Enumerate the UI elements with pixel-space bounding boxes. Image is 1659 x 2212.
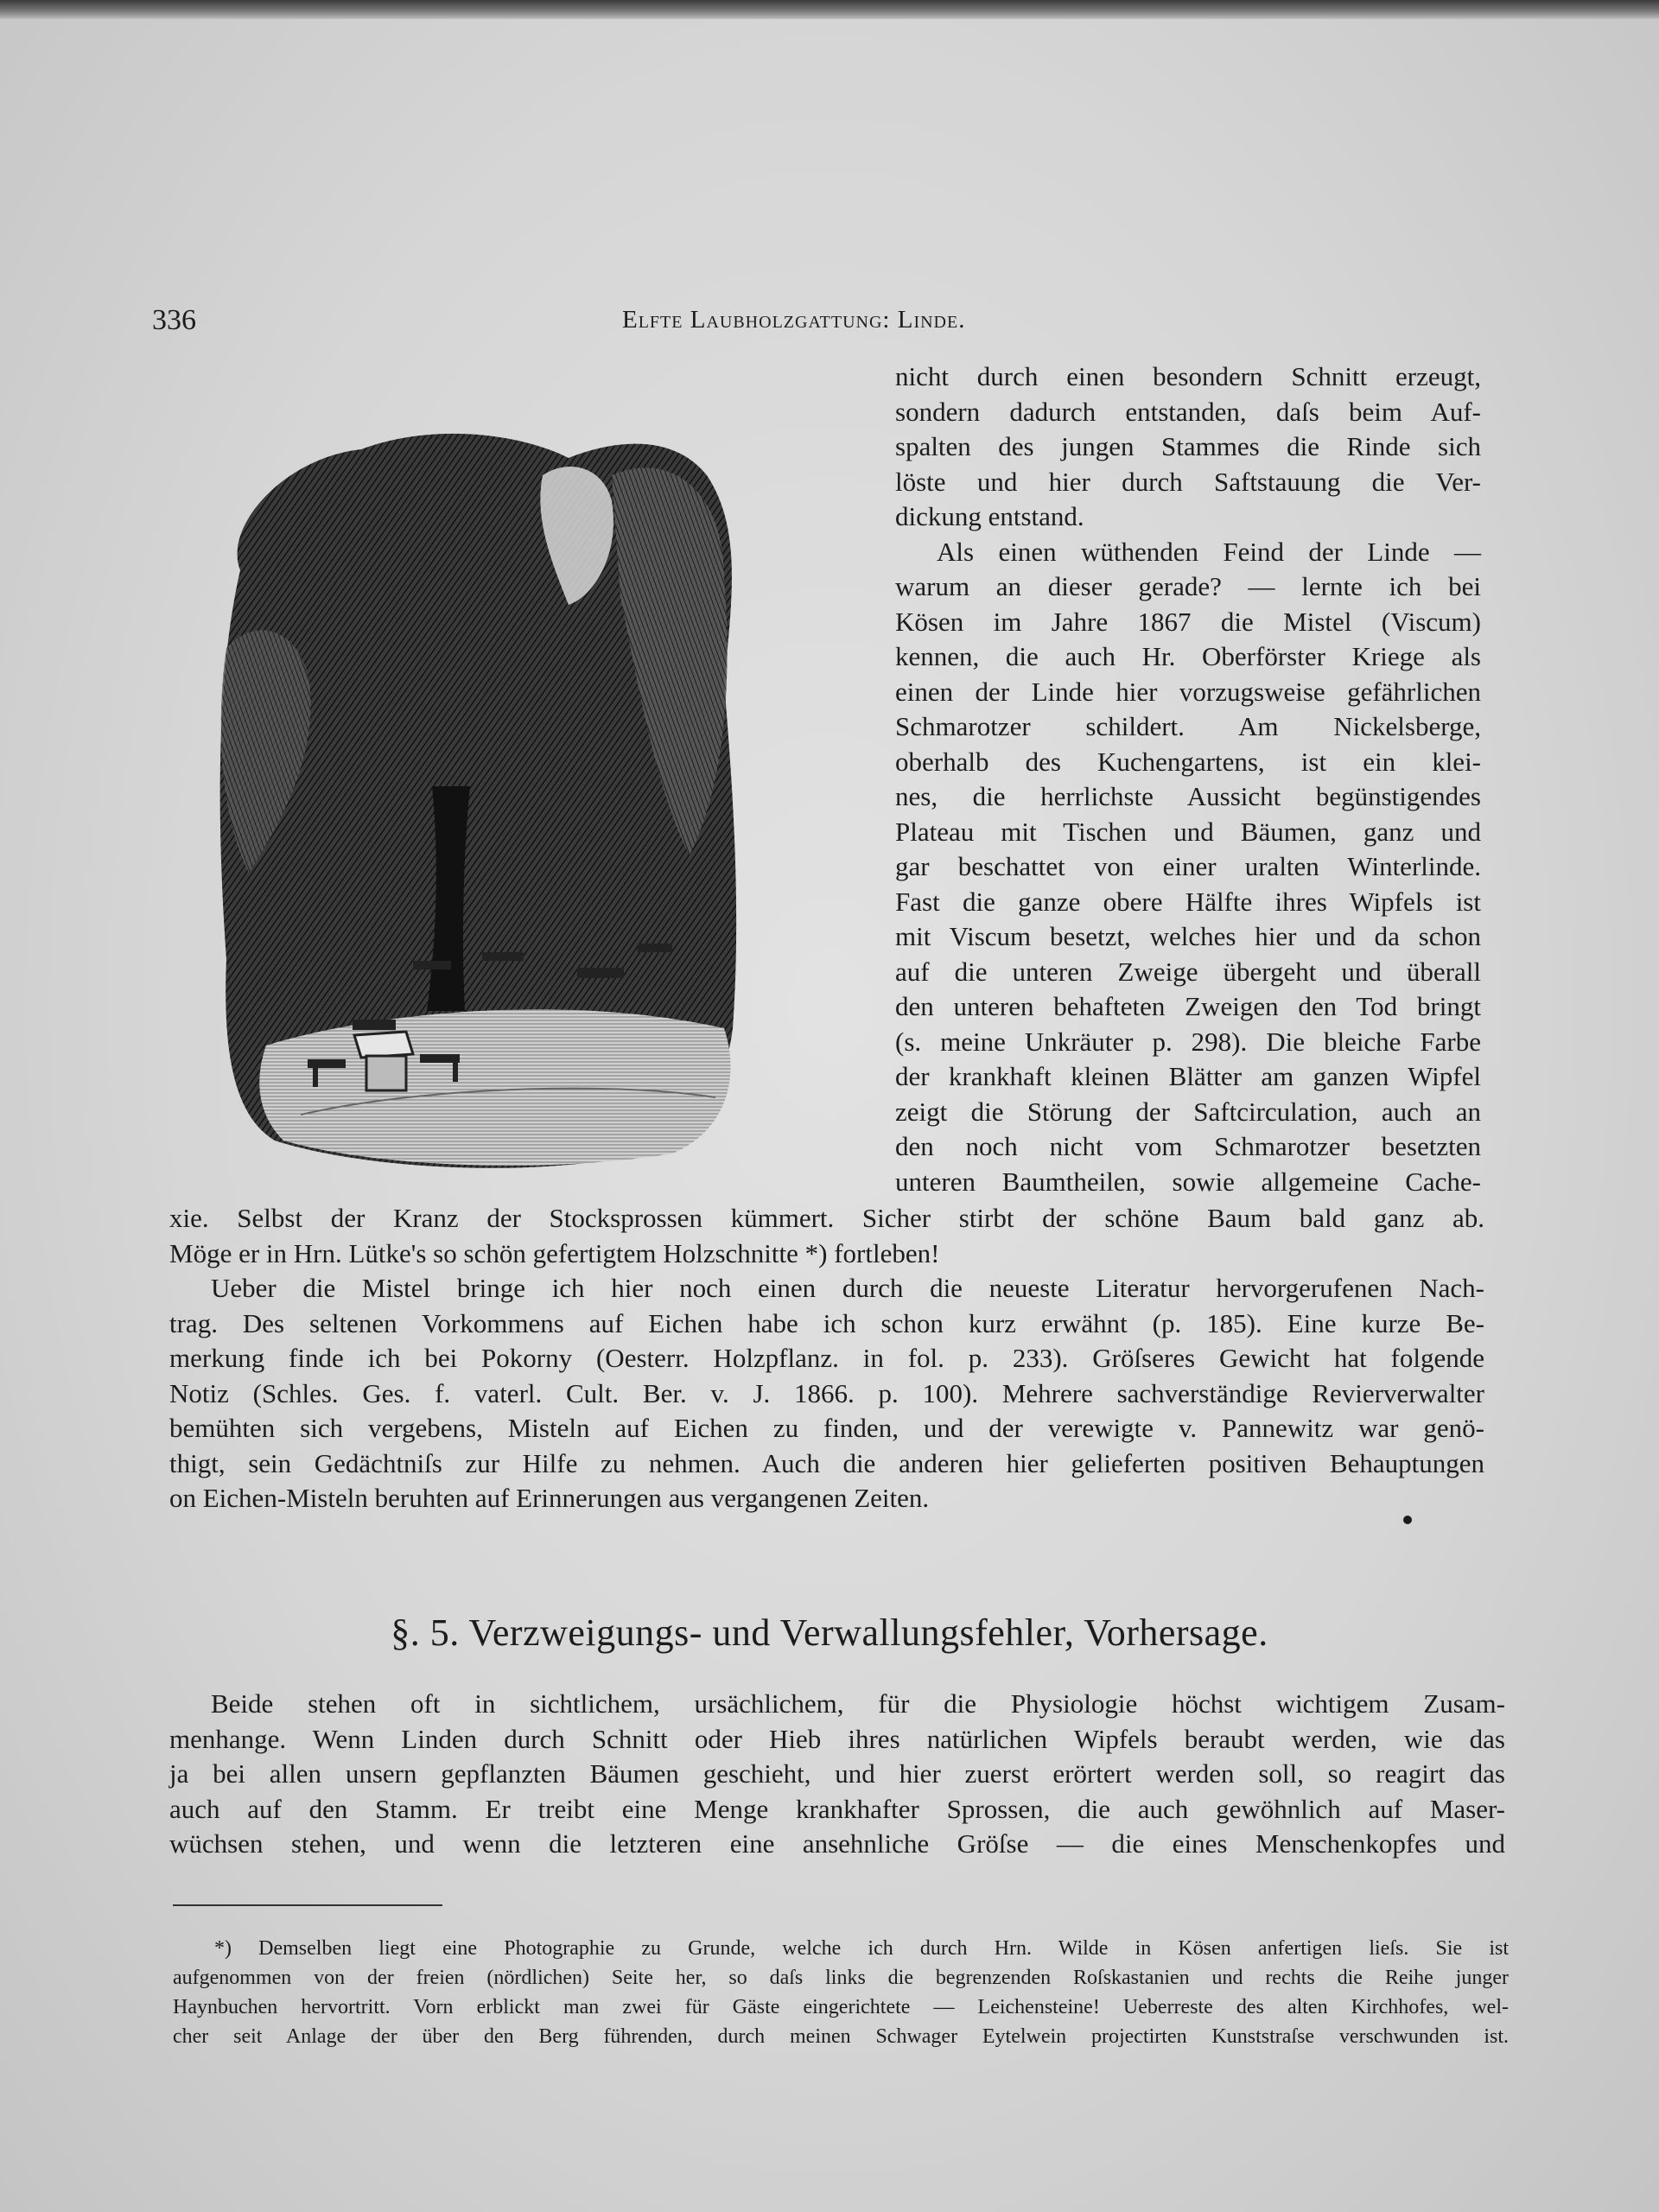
text-line: auch auf den Stamm. Er treibt eine Menge krankhafter Sprossen, die auch gewöhnlich auf Maser- — [169, 1793, 1505, 1824]
woodcut-illustration — [206, 423, 842, 1168]
text-line: der krankhaft kleinen Blätter am ganzen Wipfel — [895, 1061, 1481, 1091]
text-line: Schmarotzer schildert. Am Nickelsberge, — [895, 711, 1481, 741]
text-line: sondern dadurch entstanden, daſs beim Auf- — [895, 396, 1481, 427]
text-line: menhange. Wenn Linden durch Schnitt oder Hieb ihres natürlichen Wipfels beraubt werden, wie das — [169, 1723, 1505, 1754]
scan-top-edge — [0, 0, 1659, 19]
text-line: den noch nicht vom Schmarotzer besetzten — [895, 1131, 1481, 1161]
footnote — [173, 1934, 1509, 2051]
text-line: einen der Linde hier vorzugsweise gefährlichen — [895, 676, 1481, 707]
text-line: dickung entstand. — [895, 501, 1084, 531]
text-line: warum an dieser gerade? — lernte ich bei — [895, 571, 1481, 601]
text-line: Möge er in Hrn. Lütke's so schön gefertigtem Holzschnitte *) fortleben! — [169, 1237, 940, 1268]
footnote-line: aufgenommen von der freien (nördlichen) Seite her, so daſs links die begrenzenden Roſskastanien und rechts die Reihe junger — [173, 1967, 1509, 1989]
text-line: mit Viscum besetzt, welches hier und da schon — [895, 921, 1481, 951]
text-line: wüchsen stehen, und wenn die letzteren eine ansehnliche Gröſse — die eines Menschenkopfes und — [169, 1828, 1505, 1859]
text-line: Plateau mit Tischen und Bäumen, ganz und — [895, 816, 1481, 847]
text-line: Ueber die Mistel bringe ich hier noch einen durch die neueste Literatur hervorgerufenen Nach- — [211, 1273, 1484, 1303]
book-page — [0, 19, 1659, 2212]
text-line: (s. meine Unkräuter p. 298). Die bleiche Farbe — [895, 1026, 1481, 1057]
full-width-text — [169, 1201, 1484, 1516]
text-line: xie. Selbst der Kranz der Stocksprossen kümmert. Sicher stirbt der schöne Baum bald ganz ab. — [169, 1203, 1484, 1233]
running-title: Elfte Laubholzgattung: Linde. — [622, 306, 966, 334]
text-line: merkung finde ich bei Pokorny (Oesterr. Holzpflanz. in fol. p. 233). Gröſseres Gewicht hat folgende — [169, 1343, 1484, 1373]
text-line: Notiz (Schles. Ges. f. vaterl. Cult. Ber. v. J. 1866. p. 100). Mehrere sachverständige Revierverwalter — [169, 1377, 1484, 1408]
footnote-line: *) Demselben liegt eine Photographie zu Grunde, welche ich durch Hrn. Wilde in Kösen anfertigen lieſs. Sie ist — [214, 1937, 1509, 1960]
text-line: zeigt die Störung der Saftcirculation, auch an — [895, 1096, 1481, 1127]
right-column-text — [895, 359, 1481, 1199]
text-line: Als einen wüthenden Feind der Linde — — [937, 536, 1481, 567]
text-line: den unteren behafteten Zweigen den Tod bringt — [895, 991, 1481, 1021]
text-line: spalten des jungen Stammes die Rinde sich — [895, 431, 1481, 461]
text-line: oberhalb des Kuchengartens, ist ein klei- — [895, 746, 1481, 777]
text-line: unteren Baumtheilen, sowie allgemeine Cache- — [895, 1166, 1481, 1197]
text-line: Fast die ganze obere Hälfte ihres Wipfels ist — [895, 886, 1481, 917]
text-line: thigt, sein Gedächtniſs zur Hilfe zu nehmen. Auch die anderen hier gelieferten positiven Behauptungen — [169, 1447, 1484, 1478]
section-heading: §. 5. Verzweigungs- und Verwallungsfehler, Vorhersage. — [391, 1611, 1268, 1654]
text-line: kennen, die auch Hr. Oberförster Kriege als — [895, 641, 1481, 671]
text-line: Beide stehen oft in sichtlichem, ursächlichem, für die Physiologie höchst wichtigem Zusam- — [211, 1688, 1505, 1719]
text-line: löste und hier durch Saftstauung die Ver- — [895, 466, 1481, 497]
text-line: Kösen im Jahre 1867 die Mistel (Viscum) — [895, 606, 1481, 637]
text-line: trag. Des seltenen Vorkommens auf Eichen habe ich schon kurz erwähnt (p. 185). Eine kurze Be- — [169, 1307, 1484, 1338]
text-line: nes, die herrlichste Aussicht begünstigendes — [895, 781, 1481, 811]
section-body — [169, 1687, 1505, 1862]
text-line: gar beschattet von einer uralten Winterlinde. — [895, 851, 1481, 881]
ink-dot — [1403, 1516, 1412, 1524]
footnote-line: cher seit Anlage der über den Berg führenden, durch meinen Schwager Eytelwein projectirten Kunststraſse verschwunden ist. — [173, 2025, 1509, 2048]
text-line: on Eichen-Misteln beruhten auf Erinnerungen aus vergangenen Zeiten. — [169, 1483, 930, 1513]
text-line: nicht durch einen besondern Schnitt erzeugt, — [895, 361, 1481, 391]
text-line: auf die unteren Zweige übergeht und überall — [895, 956, 1481, 987]
page-number: 336 — [152, 304, 196, 336]
text-line: bemühten sich vergebens, Misteln auf Eichen zu finden, und der verewigte v. Pannewitz war genö- — [169, 1413, 1484, 1443]
footnote-rule — [173, 1904, 442, 1906]
footnote-line: Haynbuchen hervortritt. Vorn erblickt man zwei für Gäste eingerichtete — Leichensteine! Ueberreste des alten Kirchhofes, wel- — [173, 1996, 1509, 2018]
text-line: ja bei allen unsern gepflanzten Bäumen geschieht, und hier zuerst erörtert werden soll, so reagirt das — [169, 1758, 1505, 1789]
running-head — [0, 304, 1659, 339]
